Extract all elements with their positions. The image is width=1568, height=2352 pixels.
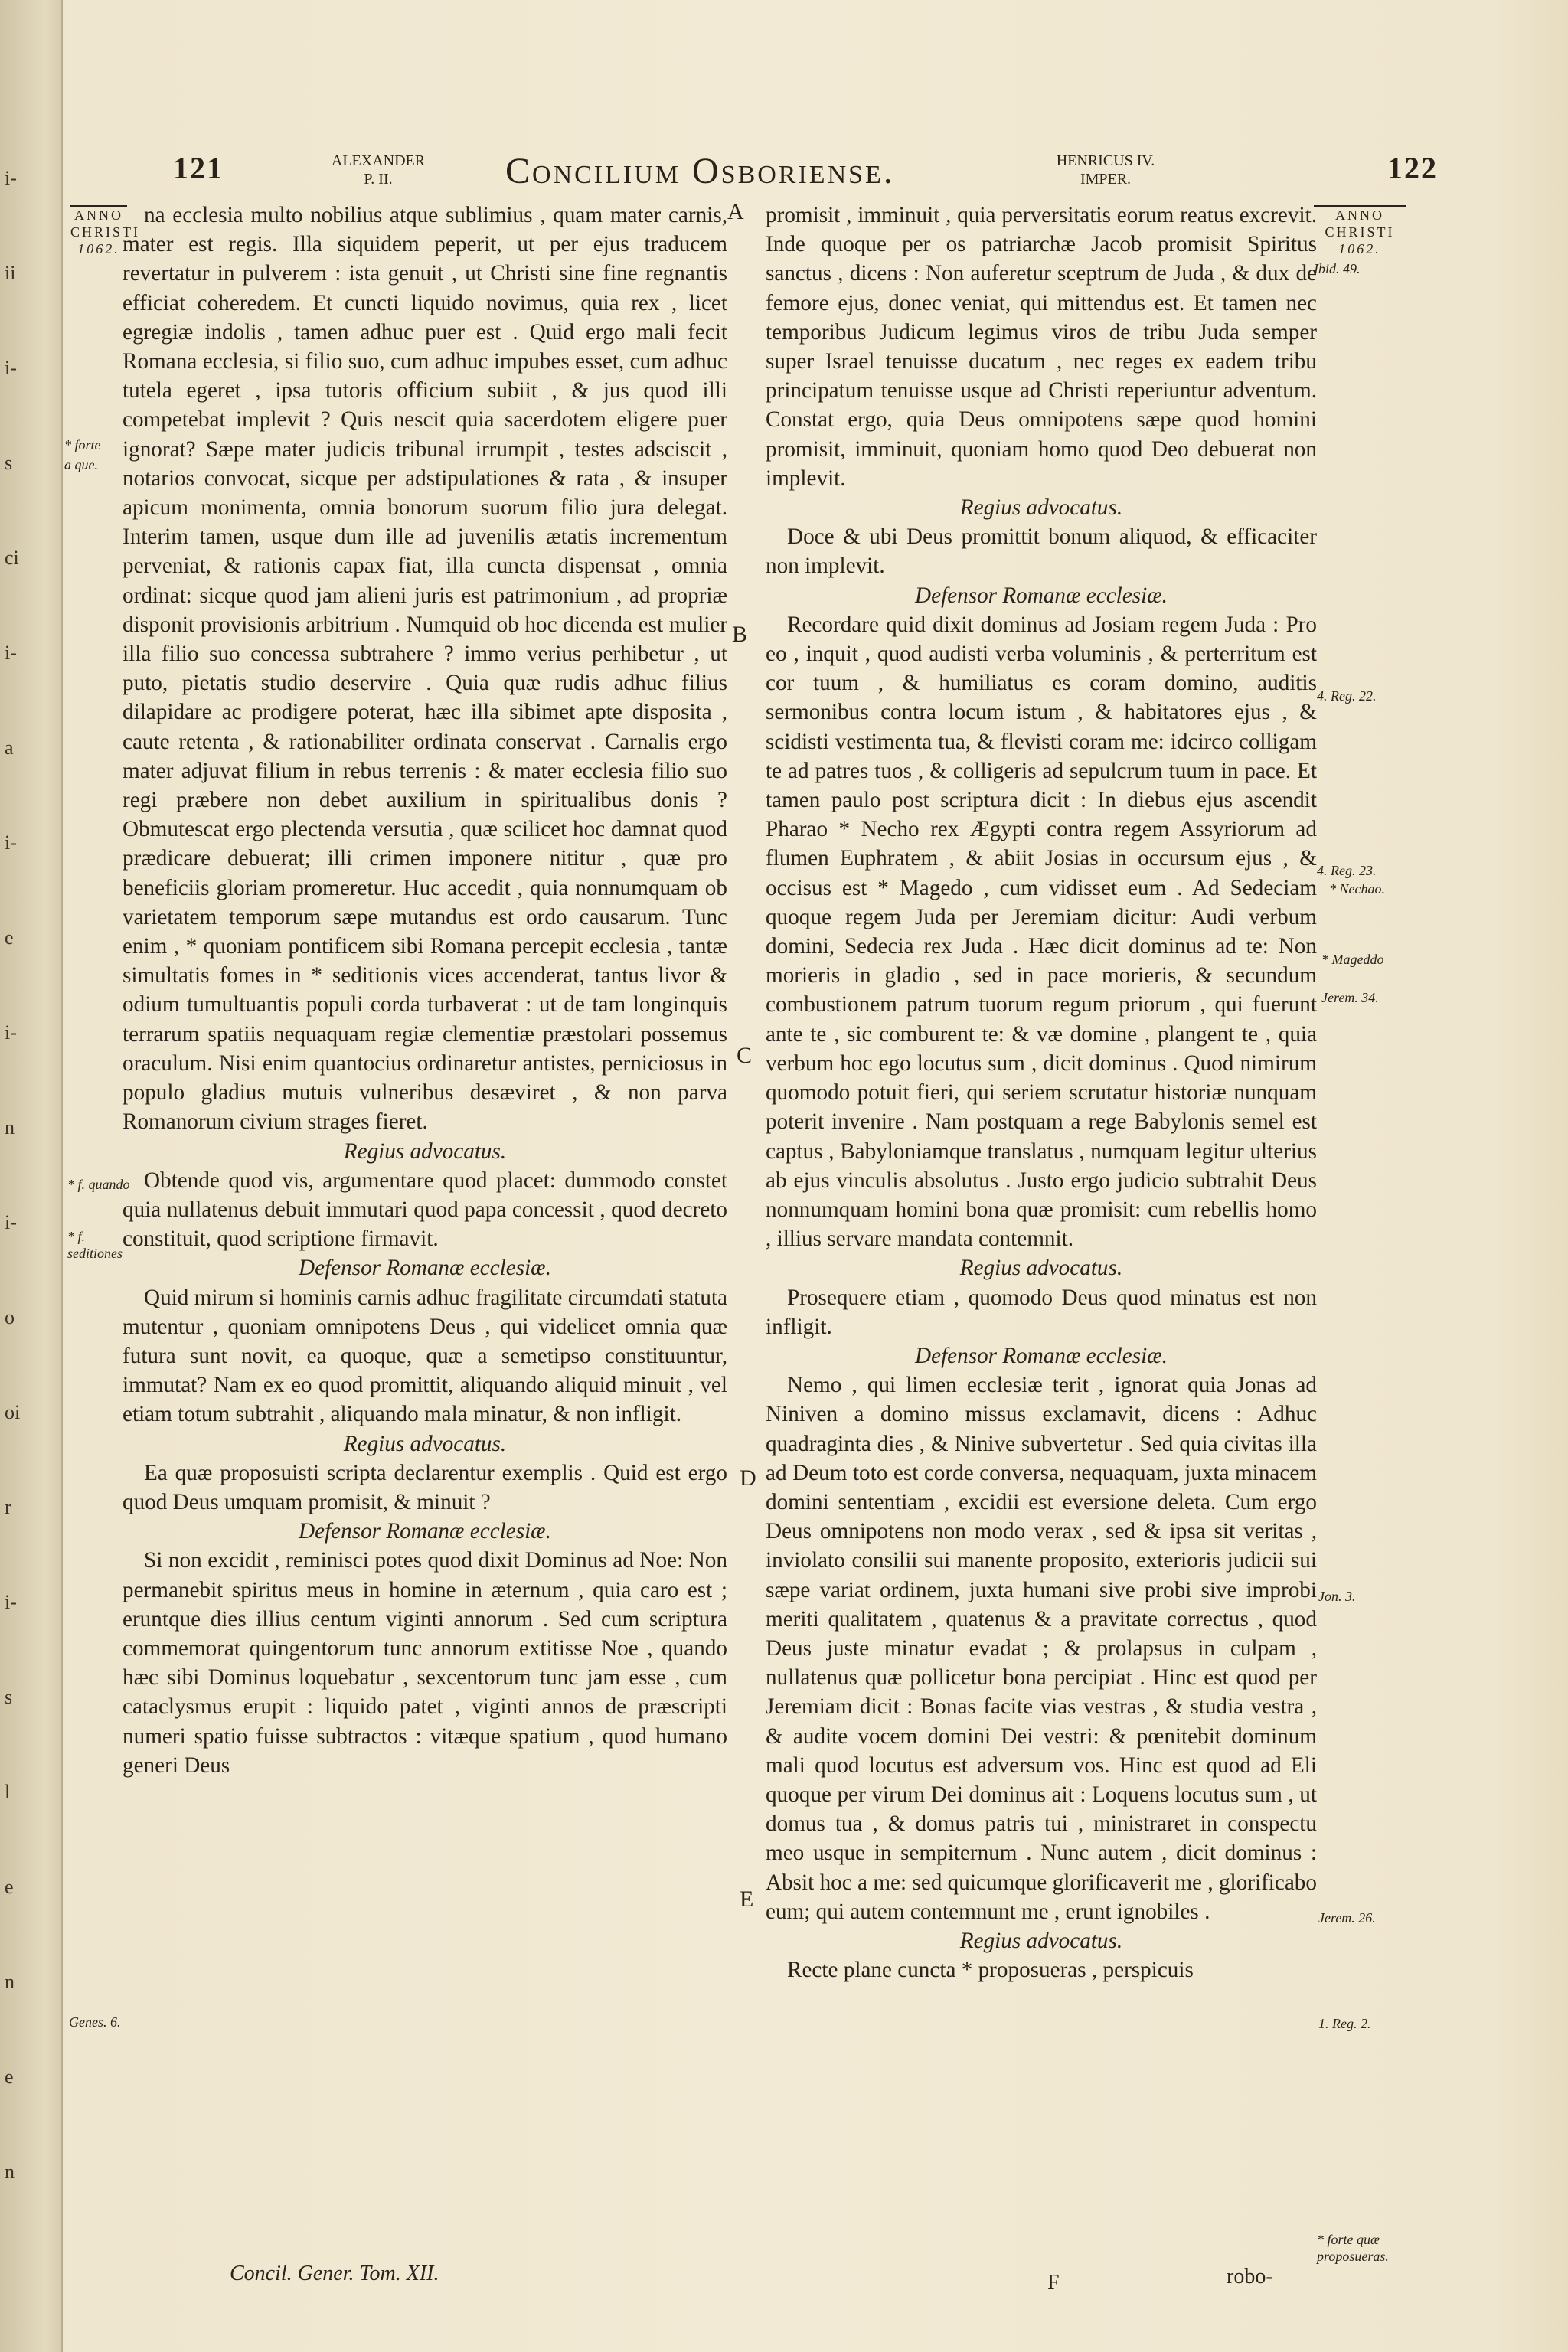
edge-fragment: oi: [5, 1401, 21, 1423]
year-box-left: [70, 205, 141, 257]
margin-note: 4. Reg. 23.: [1317, 863, 1377, 878]
edge-fragment: n: [5, 1116, 15, 1138]
margin-note: a que.: [64, 457, 98, 472]
speaker-heading: Regius advocatus.: [343, 1431, 507, 1456]
page-number-right: 122: [1387, 151, 1438, 185]
section-letter-a: A: [727, 199, 744, 224]
edge-fragment: e: [5, 926, 14, 949]
edge-fragment: s: [5, 452, 13, 474]
margin-note: * f. quando: [67, 1177, 130, 1192]
margin-note: Genes. 6.: [69, 2014, 121, 2030]
speaker-heading: Defensor Romanæ ecclesiæ.: [915, 583, 1168, 608]
edge-fragment: a: [5, 737, 14, 759]
paragraph: Si non excidit , reminisci potes quod dixit Dominus ad Noe: Non permanebit spiritus meus in homine in æternum , quia caro est ; eruntque dies illius centum viginti annorum . Sed cum scriptura commemorat quingentorum tunc annorum extitisse Noe , quando hæc sibi Dominus loquebatur , sexcentorum tunc jam esse , cum cataclysmus erupit : liquido patet , viginti annos de præscripti numeri spatio fuisse subtractos : vitæque spatium , quod humano generi Deus: [122, 1548, 727, 1778]
edge-fragment: ii: [5, 262, 16, 284]
speaker-heading: Defensor Romanæ ecclesiæ.: [299, 1519, 551, 1544]
year-value: 1062.: [77, 241, 120, 256]
edge-fragment: n: [5, 1971, 15, 1993]
edge-fragment: i-: [5, 167, 17, 189]
edge-fragment: i-: [5, 1591, 17, 1613]
edge-fragment: i-: [5, 1211, 17, 1233]
paragraph: Obtende quod vis, argumentare quod placet: dummodo constet quia nullatenus debuit immutari quod papa concessit , quod decreto constituit, quod scriptione firmavit.: [122, 1168, 727, 1252]
speaker-heading: Defensor Romanæ ecclesiæ.: [299, 1256, 551, 1281]
speaker-heading: Defensor Romanæ ecclesiæ.: [915, 1343, 1168, 1368]
margin-note: Jon. 3.: [1318, 1589, 1356, 1604]
catchword: robo-: [1227, 2265, 1273, 2288]
paragraph: promisit , imminuit , quia perversitatis eorum reatus excrevit. Inde quoque per os patriarchæ Jacob promisit Spiritus sanctus , dicens : Non auferetur sceptrum de Juda , & dux de femore ejus, donec veniat, qui mittendus est. Et tamen nec temporibus Judicum legimus viros de tribu Juda semper super Israel tenuisse ducatum , nec reges ex eadem tribu principatum tenuisse usque ad Christi reperiuntur adventum. Constat ergo, quia Deus omnipotens sæpe quod homini promisit, imminuit, quoniam homo quod Deo debuerat non implevit.: [766, 203, 1317, 491]
margin-note: * forte quæ proposueras.: [1317, 2232, 1389, 2264]
edge-fragment: ci: [5, 547, 19, 569]
paragraph: Ea quæ proposuisti scripta declarentur exemplis . Quid est ergo quod Deus umquam promisit, & minuit ?: [122, 1460, 727, 1514]
margin-note: Jerem. 34.: [1321, 990, 1379, 1005]
year-label: ANNO: [1314, 205, 1406, 224]
emperor-name: HENRICUS IV.: [1056, 152, 1155, 169]
paragraph: Nemo , qui limen ecclesiæ terit , ignorat quia Jonas ad Niniven a domino missus exclamavit, dicens : Adhuc quadraginta dies , & Ninive subvertetur . Sed quia civitas illa ad Deum toto est corde conversa, nequaquam, juxta minacem domini sententiam , excidii est eversione deleta. Cum ergo Deus omnipotens non modo verax , sed & ipsa sit veritas , inviolato consilii sui manente proposito, exterioris judicii sui sæpe variat ordinem, juxta humani sive probi sive improbi meriti qualitatem , quatenus & a pravitate correctus , quod Deus juste minatur evadat ; & prolapsus in culpam , nullatenus quæ pollicetur bona percipiat . Hinc est quod per Jeremiam dicit : Bonas facite vias vestras , & studia vestra , & audite vocem domini Dei vestri: & pœnitebit dominum mali quod locutus est adversum vos. Hinc est quod ad Eli quoque per virum Dei dominus ait : Loquens locutus sum , ut domus tua , & domus patris tui , ministraret in conspectu meo usque in sempiternum . Nunc autem , dicit dominus : Absit hoc a me: sed quicumque glorificaverit me , glorificabo eum; qui autem contemnunt me , erunt ignobiles .: [766, 1373, 1317, 1924]
section-letter-e: E: [740, 1886, 754, 1912]
margin-note: Ibid. 49.: [1314, 261, 1361, 276]
sheet-mark: F: [1047, 2271, 1060, 2295]
edge-fragment: i-: [5, 831, 17, 854]
edge-fragment: n: [5, 2161, 15, 2183]
margin-note: * Nechao.: [1329, 881, 1385, 897]
edge-fragment: o: [5, 1306, 15, 1328]
edge-fragment: l: [5, 1781, 11, 1803]
margin-note: 1. Reg. 2.: [1318, 2016, 1371, 2031]
paragraph: Doce & ubi Deus promittit bonum aliquod, & efficaciter non implevit.: [766, 524, 1317, 579]
speaker-heading: Regius advocatus.: [343, 1138, 507, 1164]
paragraph: Recte plane cuncta * proposueras , perspicuis: [787, 1958, 1194, 1983]
paragraph: Prosequere etiam , quomodo Deus quod minatus est non infligit.: [766, 1285, 1317, 1339]
emperor-header: [1029, 152, 1182, 188]
margin-note: * f. seditiones: [67, 1229, 122, 1261]
edge-fragment: e: [5, 1876, 14, 1898]
edge-fragment: s: [5, 1686, 13, 1708]
speaker-heading: Regius advocatus.: [959, 1256, 1123, 1281]
year-era: CHRISTI: [1325, 224, 1395, 240]
left-column: [122, 201, 727, 1780]
running-title: Concilium Osboriense.: [505, 151, 895, 191]
section-letter-d: D: [740, 1465, 756, 1491]
edge-fragment: e: [5, 2066, 14, 2088]
speaker-heading: Regius advocatus.: [959, 1928, 1123, 1953]
volume-signature: Concil. Gener. Tom. XII.: [230, 2262, 439, 2285]
year-label: ANNO: [70, 205, 127, 224]
right-column: [766, 201, 1317, 1984]
speaker-heading: Regius advocatus.: [959, 495, 1123, 521]
emperor-title: IMPER.: [1080, 171, 1132, 188]
margin-note: 4. Reg. 22.: [1317, 688, 1377, 704]
previous-page-edge: [0, 0, 63, 2352]
paragraph: Recordare quid dixit dominus ad Josiam regem Juda : Pro eo , inquit , quod audisti verba voluminis , & perterritum est cor tuum , & humiliatus es coram domino, auditis sermonibus contra locum istum , & habitatores ejus , & scidisti vestimenta tua, & flevisti coram me: idcirco colligam te ad patres tuos , & colligeris ad sepulcrum tuum in pace. Et tamen paulo post scriptura dicit : In diebus ejus ascendit Pharao * Necho rex Ægypti contra regem Assyriorum ad flumen Euphratem , & abiit Josias in occursum ejus , & occisus est * Magedo , cum vidisset eum . Ad Sedeciam quoque regem Juda per Jeremiam dicitur: Audi verbum domini, Sedecia rex Juda . Hæc dicit dominus ad te: Non morieris in gladio , sed in pace morieris, & secundum combustionem patrum tuorum regum priorum , qui fuerunt ante te , sic comburent te: & væ domine , plangent te , quia verbum hoc ego locutus sum , dicit dominus . Quod nimirum quomodo potuit fieri, qui seriem scrutatur historiæ nunquam poterit invenire . Nam postquam a rege Babylonis semel est captus , Babyloniamque translatus , numquam legitur ulterius ab ejus vinculis absolutus . Justo ergo judicio subtrahit Deus nonnumquam homini bona quæ promisit: cum rebellis homo , illius servare mandata contemnit.: [766, 612, 1317, 1252]
edge-fragment: i-: [5, 642, 17, 664]
pope-title: P. II.: [364, 171, 393, 188]
pope-name: ALEXANDER: [331, 152, 426, 169]
edge-fragment: i-: [5, 1021, 17, 1044]
section-letter-c: C: [737, 1043, 753, 1068]
paragraph: Quid mirum si hominis carnis adhuc fragilitate circumdati statuta mutentur , quoniam omnipotens Deus , qui videlicet omnia quæ futura sunt novit, ea quoque, quæ a semetipso constituuntur, immutat? Nam ex eo quod promittit, aliquando aliquid minuit , vel etiam totum subtrahit , aliquando mala minatur, & non infligit.: [122, 1285, 727, 1427]
edge-fragment: i-: [5, 357, 17, 379]
edge-fragment: r: [5, 1496, 11, 1518]
year-era: CHRISTI: [70, 224, 141, 240]
margin-note: * forte: [64, 437, 101, 452]
year-value: 1062.: [1338, 241, 1381, 256]
page-number-left: 121: [173, 151, 224, 185]
paragraph: na ecclesia multo nobilius atque sublimius , quam mater carnis, mater est regis. Illa siquidem peperit, ut per ejus traducem revertatur in pulverem : ista genuit , ut Christi sine fine regnantis efficiat coheredem. Et cuncti liquido novimus, quia rex , licet egregiæ indolis , tamen adhuc puer est . Quid ergo mali fecit Romana ecclesia, si filio suo, cum adhuc impubes esset, cum adhuc tutela egeret , ipsa tutoris officium subiit , & jus quod illi competebat implevit ? Quis nescit quia sacerdotem eligere puer ignorat? Sæpe mater judicis tribunal irrumpit , testes adsciscit , notarios convocat, sicque per adstipulationes & rata , & insuper apicum monimenta, omnia bonorum suorum filio jura delegat. Interim tamen, usque dum ille ad juvenilis ætatis incrementum perveniat, & rationis capax fiat, illa cuncta dispensat , omnia ordinat: sicque quod jam alieni juris est patrimonium , ad propriæ disponit provisionis arbitrium . Numquid ob hoc dicenda est mulier illa filio suo concessa subtrahere ? immo verius perhibetur , ut puto, pietatis studio deservire . Quia quæ rudis adhuc filius dilapidare ac prodigere poterat, hæc illa sibimet apte disposita , caute retenta , & rationabiliter ordinata conservat . Carnalis ergo mater adjuvat filium in rebus terrenis : & mater ecclesia filio suo regi præbere non debet auxilium in spiritualibus donis ? Obmutescat ergo plectenda versutia , quæ scilicet hoc damnat quod prædicare debuerat; illi crimen imponere nititur , quæ pro beneficiis gloriam promeretur. Huc accedit , quia nonnumquam ob varietatem temporum sæpe mutandus est ordo causarum. Tunc enim , * quoniam pontificem sibi Romana percepit ecclesia , tantæ simultatis fomes in * seditionis vices accenderat, tantus livor & odium tumultuantis populi corda turbaverat : ut de tam longinquis terrarum spatiis nequaquam regiæ clementiæ præstolari possemus oraculum. Nisi enim quantocius ordinaretur antistes, perniciosus in populo gladius mutuis vulneribus desæviret , & non parva Romanorum civium strages fieret.: [122, 203, 727, 1135]
pope-header: [317, 152, 439, 188]
year-box-right: [1314, 205, 1406, 257]
margin-note: Jerem. 26.: [1318, 1910, 1376, 1926]
section-letter-b: B: [732, 622, 748, 647]
margin-note: * Mageddo: [1321, 952, 1384, 967]
